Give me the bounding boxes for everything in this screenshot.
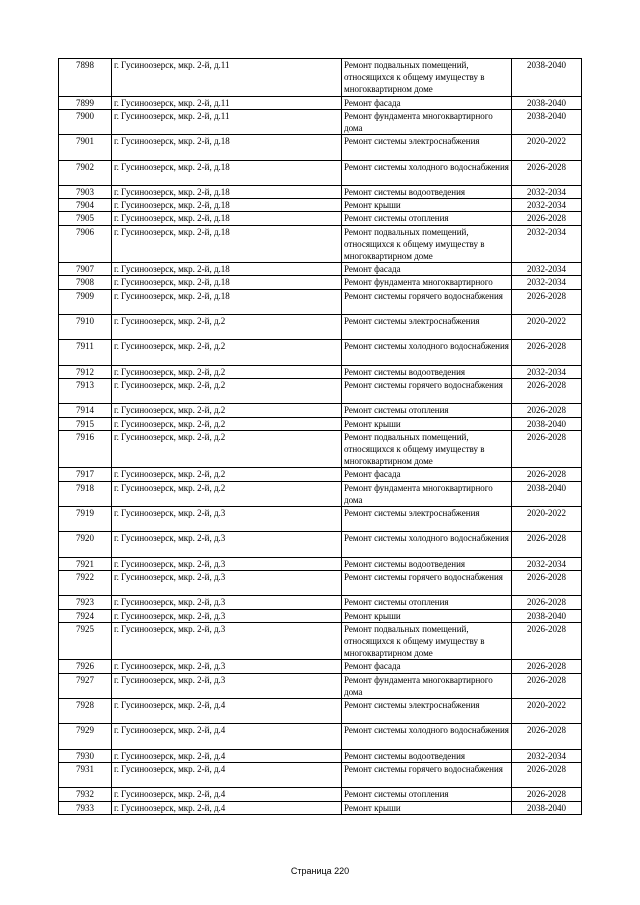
row-address: г. Гусиноозерск, мкр. 2-й, д.18: [112, 199, 342, 212]
row-address: г. Гусиноозерск, мкр. 2-й, д.18: [112, 289, 342, 314]
row-number: 7902: [59, 160, 112, 185]
row-period: 2026-2028: [512, 532, 582, 557]
table-row: [59, 276, 582, 289]
row-work-type: Ремонт системы отопления: [342, 788, 512, 801]
row-address: г. Гусиноозерск, мкр. 2-й, д.4: [112, 788, 342, 801]
table-row: [59, 160, 582, 185]
table-row: [59, 315, 582, 340]
row-work-type: Ремонт фундамента многоквартирного дома: [342, 481, 512, 506]
row-address: г. Гусиноозерск, мкр. 2-й, д.18: [112, 135, 342, 160]
row-period: 2020-2022: [512, 699, 582, 724]
row-address: г. Гусиноозерск, мкр. 2-й, д.11: [112, 109, 342, 134]
row-number: 7904: [59, 199, 112, 212]
row-work-type: Ремонт системы водоотведения: [342, 749, 512, 762]
row-work-type: Ремонт системы водоотведения: [342, 557, 512, 570]
table-row: [59, 609, 582, 622]
table-row: [59, 468, 582, 481]
table-row: [59, 571, 582, 596]
row-address: г. Гусиноозерск, мкр. 2-й, д.2: [112, 315, 342, 340]
row-work-type: Ремонт крыши: [342, 609, 512, 622]
table-row: [59, 417, 582, 430]
row-work-type: Ремонт подвальных помещений, относящихся к общему имуществу в многоквартирном доме: [342, 622, 512, 660]
row-period: 2038-2040: [512, 417, 582, 430]
row-period: 2026-2028: [512, 622, 582, 660]
row-work-type: Ремонт системы отопления: [342, 212, 512, 225]
row-period: 2038-2040: [512, 109, 582, 134]
row-period: 2026-2028: [512, 468, 582, 481]
row-period: 2026-2028: [512, 289, 582, 314]
row-address: г. Гусиноозерск, мкр. 2-й, д.2: [112, 365, 342, 378]
row-number: 7924: [59, 609, 112, 622]
row-address: г. Гусиноозерск, мкр. 2-й, д.2: [112, 379, 342, 404]
row-work-type: Ремонт системы электроснабжения: [342, 699, 512, 724]
row-period: 2038-2040: [512, 801, 582, 814]
table-row: [59, 365, 582, 378]
row-number: 7908: [59, 276, 112, 289]
row-number: 7910: [59, 315, 112, 340]
row-number: 7931: [59, 763, 112, 788]
row-period: 2026-2028: [512, 160, 582, 185]
row-number: 7923: [59, 596, 112, 609]
table-row: [59, 379, 582, 404]
row-number: 7912: [59, 365, 112, 378]
row-address: г. Гусиноозерск, мкр. 2-й, д.2: [112, 340, 342, 365]
row-period: 2026-2028: [512, 212, 582, 225]
row-address: г. Гусиноозерск, мкр. 2-й, д.18: [112, 186, 342, 199]
table-row: [59, 340, 582, 365]
row-address: г. Гусиноозерск, мкр. 2-й, д.11: [112, 59, 342, 97]
row-address: г. Гусиноозерск, мкр. 2-й, д.18: [112, 276, 342, 289]
table-row: [59, 763, 582, 788]
row-address: г. Гусиноозерск, мкр. 2-й, д.3: [112, 532, 342, 557]
row-period: 2038-2040: [512, 96, 582, 109]
row-period: 2032-2034: [512, 199, 582, 212]
row-number: 7915: [59, 417, 112, 430]
table-row: [59, 186, 582, 199]
row-number: 7921: [59, 557, 112, 570]
row-period: 2032-2034: [512, 225, 582, 263]
table-row: [59, 135, 582, 160]
row-number: 7909: [59, 289, 112, 314]
table-row: [59, 660, 582, 673]
table-row: [59, 801, 582, 814]
row-address: г. Гусиноозерск, мкр. 2-й, д.11: [112, 96, 342, 109]
row-address: г. Гусиноозерск, мкр. 2-й, д.3: [112, 571, 342, 596]
table-row: [59, 404, 582, 417]
row-period: 2026-2028: [512, 596, 582, 609]
row-period: 2026-2028: [512, 340, 582, 365]
row-number: 7922: [59, 571, 112, 596]
table-row: [59, 481, 582, 506]
table-row: [59, 724, 582, 749]
row-work-type: Ремонт фундамента многоквартирного дома: [342, 109, 512, 134]
row-number: 7928: [59, 699, 112, 724]
row-address: г. Гусиноозерск, мкр. 2-й, д.3: [112, 557, 342, 570]
table-row: [59, 212, 582, 225]
row-work-type: Ремонт системы холодного водоснабжения: [342, 532, 512, 557]
row-number: 7918: [59, 481, 112, 506]
row-work-type: Ремонт фасада: [342, 96, 512, 109]
table-row: [59, 596, 582, 609]
row-address: г. Гусиноозерск, мкр. 2-й, д.18: [112, 212, 342, 225]
row-address: г. Гусиноозерск, мкр. 2-й, д.2: [112, 430, 342, 468]
row-number: 7901: [59, 135, 112, 160]
row-number: 7925: [59, 622, 112, 660]
row-number: 7907: [59, 263, 112, 276]
row-address: г. Гусиноозерск, мкр. 2-й, д.2: [112, 417, 342, 430]
row-period: 2032-2034: [512, 263, 582, 276]
row-number: 7911: [59, 340, 112, 365]
row-work-type: Ремонт крыши: [342, 801, 512, 814]
row-period: 2032-2034: [512, 365, 582, 378]
row-period: 2038-2040: [512, 609, 582, 622]
table-row: [59, 749, 582, 762]
row-number: 7916: [59, 430, 112, 468]
row-number: 7914: [59, 404, 112, 417]
table-row: [59, 59, 582, 97]
works-table-body: [59, 59, 582, 815]
row-number: 7927: [59, 673, 112, 698]
table-row: [59, 225, 582, 263]
row-number: 7917: [59, 468, 112, 481]
row-number: 7932: [59, 788, 112, 801]
row-period: 2026-2028: [512, 673, 582, 698]
row-period: 2032-2034: [512, 749, 582, 762]
table-row: [59, 788, 582, 801]
row-work-type: Ремонт системы водоотведения: [342, 186, 512, 199]
row-work-type: Ремонт подвальных помещений, относящихся к общему имуществу в многоквартирном доме: [342, 59, 512, 97]
row-number: 7929: [59, 724, 112, 749]
row-period: 2026-2028: [512, 763, 582, 788]
row-number: 7920: [59, 532, 112, 557]
table-row: [59, 622, 582, 660]
table-row: [59, 263, 582, 276]
row-address: г. Гусиноозерск, мкр. 2-й, д.3: [112, 507, 342, 532]
row-number: 7926: [59, 660, 112, 673]
row-work-type: Ремонт системы горячего водоснабжения: [342, 289, 512, 314]
row-address: г. Гусиноозерск, мкр. 2-й, д.18: [112, 263, 342, 276]
row-address: г. Гусиноозерск, мкр. 2-й, д.18: [112, 225, 342, 263]
row-number: 7930: [59, 749, 112, 762]
row-period: 2032-2034: [512, 276, 582, 289]
table-row: [59, 289, 582, 314]
row-number: 7899: [59, 96, 112, 109]
row-work-type: Ремонт фасада: [342, 660, 512, 673]
row-address: г. Гусиноозерск, мкр. 2-й, д.4: [112, 749, 342, 762]
row-work-type: Ремонт фасада: [342, 263, 512, 276]
row-address: г. Гусиноозерск, мкр. 2-й, д.4: [112, 763, 342, 788]
row-work-type: Ремонт системы электроснабжения: [342, 507, 512, 532]
row-address: г. Гусиноозерск, мкр. 2-й, д.4: [112, 724, 342, 749]
row-number: 7919: [59, 507, 112, 532]
row-address: г. Гусиноозерск, мкр. 2-й, д.2: [112, 468, 342, 481]
row-work-type: Ремонт системы водоотведения: [342, 365, 512, 378]
row-address: г. Гусиноозерск, мкр. 2-й, д.2: [112, 481, 342, 506]
row-period: 2026-2028: [512, 404, 582, 417]
row-work-type: Ремонт подвальных помещений, относящихся к общему имуществу в многоквартирном доме: [342, 430, 512, 468]
row-number: 7898: [59, 59, 112, 97]
table-row: [59, 673, 582, 698]
row-period: 2032-2034: [512, 186, 582, 199]
table-row: [59, 507, 582, 532]
row-work-type: Ремонт системы холодного водоснабжения: [342, 160, 512, 185]
row-period: 2026-2028: [512, 660, 582, 673]
row-address: г. Гусиноозерск, мкр. 2-й, д.4: [112, 801, 342, 814]
row-address: г. Гусиноозерск, мкр. 2-й, д.4: [112, 699, 342, 724]
table-row: [59, 430, 582, 468]
row-work-type: Ремонт системы горячего водоснабжения: [342, 763, 512, 788]
row-period: 2020-2022: [512, 315, 582, 340]
row-work-type: Ремонт фундамента многоквартирного: [342, 276, 512, 289]
row-work-type: Ремонт крыши: [342, 417, 512, 430]
row-work-type: Ремонт крыши: [342, 199, 512, 212]
row-address: г. Гусиноозерск, мкр. 2-й, д.3: [112, 609, 342, 622]
row-number: 7913: [59, 379, 112, 404]
row-work-type: Ремонт системы отопления: [342, 404, 512, 417]
row-work-type: Ремонт системы холодного водоснабжения: [342, 724, 512, 749]
row-work-type: Ремонт системы горячего водоснабжения: [342, 571, 512, 596]
table-row: [59, 557, 582, 570]
row-number: 7903: [59, 186, 112, 199]
row-work-type: Ремонт фасада: [342, 468, 512, 481]
row-address: г. Гусиноозерск, мкр. 2-й, д.18: [112, 160, 342, 185]
row-address: г. Гусиноозерск, мкр. 2-й, д.3: [112, 596, 342, 609]
row-work-type: Ремонт системы электроснабжения: [342, 315, 512, 340]
row-period: 2026-2028: [512, 788, 582, 801]
table-row: [59, 96, 582, 109]
row-address: г. Гусиноозерск, мкр. 2-й, д.2: [112, 404, 342, 417]
row-address: г. Гусиноозерск, мкр. 2-й, д.3: [112, 660, 342, 673]
row-work-type: Ремонт системы холодного водоснабжения: [342, 340, 512, 365]
row-number: 7933: [59, 801, 112, 814]
row-work-type: Ремонт системы электроснабжения: [342, 135, 512, 160]
row-period: 2026-2028: [512, 430, 582, 468]
row-period: 2026-2028: [512, 379, 582, 404]
row-period: 2038-2040: [512, 481, 582, 506]
row-period: 2032-2034: [512, 557, 582, 570]
row-period: 2020-2022: [512, 507, 582, 532]
table-row: [59, 109, 582, 134]
row-number: 7906: [59, 225, 112, 263]
row-work-type: Ремонт фундамента многоквартирного дома: [342, 673, 512, 698]
row-work-type: Ремонт системы горячего водоснабжения: [342, 379, 512, 404]
works-table: [58, 58, 582, 815]
row-address: г. Гусиноозерск, мкр. 2-й, д.3: [112, 673, 342, 698]
row-period: 2020-2022: [512, 135, 582, 160]
row-work-type: Ремонт подвальных помещений, относящихся к общему имуществу в многоквартирном доме: [342, 225, 512, 263]
row-period: 2026-2028: [512, 724, 582, 749]
row-number: 7905: [59, 212, 112, 225]
row-number: 7900: [59, 109, 112, 134]
row-period: 2026-2028: [512, 571, 582, 596]
row-period: 2038-2040: [512, 59, 582, 97]
row-work-type: Ремонт системы отопления: [342, 596, 512, 609]
table-row: [59, 199, 582, 212]
page-number: Страница 220: [290, 866, 350, 876]
table-row: [59, 699, 582, 724]
table-row: [59, 532, 582, 557]
row-address: г. Гусиноозерск, мкр. 2-й, д.3: [112, 622, 342, 660]
